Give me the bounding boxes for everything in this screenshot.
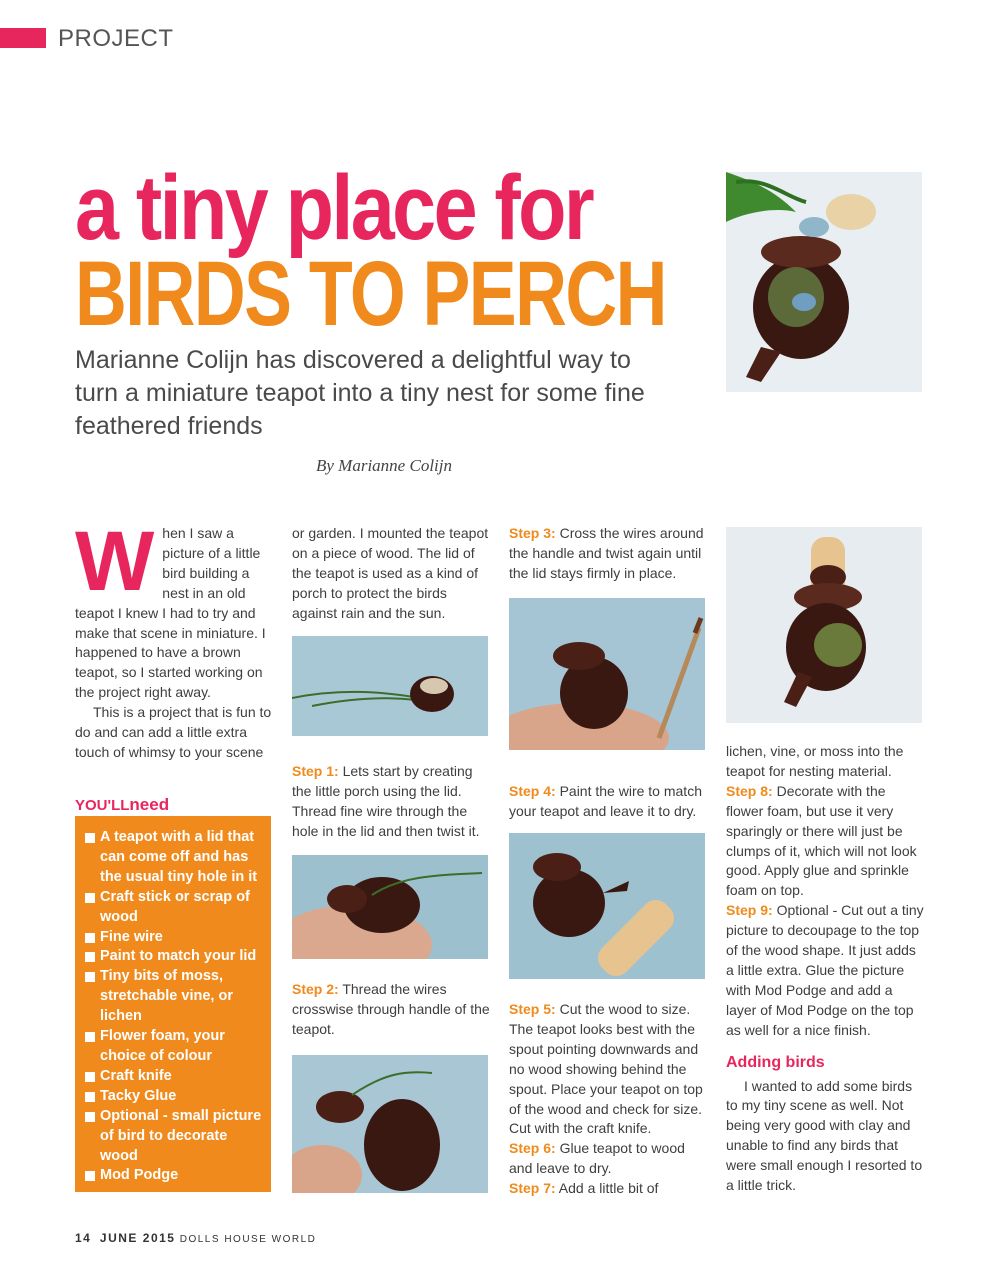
byline: By Marianne Colijn <box>316 456 452 475</box>
material-item: Craft stick or scrap of wood <box>85 888 263 928</box>
hero-photo-teapot-with-birds <box>726 172 922 392</box>
material-item: Tacky Glue <box>85 1087 263 1107</box>
step-8-label: Step 8: <box>726 782 773 799</box>
step-2-text: Step 2: Thread the wires crosswise through handle of the teapot. <box>292 981 490 1037</box>
step-4-photo <box>509 833 705 979</box>
step-4-text: Step 4: Paint the wire to match your teapot and leave it to dry. <box>509 783 702 819</box>
step-2-photo <box>292 855 488 959</box>
material-item: Craft knife <box>85 1067 263 1087</box>
adding-birds-paragraph: I wanted to add some birds to my tiny scene as well. Not being very good with clay and unable to find any birds that were small enough I resorted to a little trick. <box>726 1077 923 1194</box>
column-4-text: lichen, vine, or moss into the teapot for nesting material. Step 8: Decorate with the flower foam, but use it very sparingly or there will just be clumps of it, which will not look good. Apply glue and sprinkle foam on top. Step 9: Optional - Cut out a tiny picture to decoupage to the top of the wood shape. It just adds a little extra. Glue the picture with Mod Podge and add a layer of Mod Podge on the top as well for a nice finish. Adding birds I wanted to add some birds to my tiny scene as well. Not being very good with clay and unable to find any birds that were small enough I resorted to a little trick. <box>726 742 926 1196</box>
title-line-1: a tiny place for <box>75 157 593 259</box>
intro-column <box>75 514 273 763</box>
page-number: 14 <box>75 1231 92 1245</box>
materials-list <box>75 816 271 1186</box>
material-item: Paint to match your lid <box>85 947 263 967</box>
material-item: Optional - small picture of bird to decorate wood <box>85 1107 263 1167</box>
material-item: Flower foam, your choice of colour <box>85 1027 263 1067</box>
issue-date: JUNE 2015 <box>99 1231 176 1245</box>
step-3-detail-photo <box>292 1055 488 1193</box>
step-6-label: Step 6: <box>509 1140 556 1157</box>
column-3-text-bottom: Step 5: Cut the wood to size. The teapot looks best with the spout pointing downwards and no wood showing behind the spout. Place your teapot on top of the wood and check for size. Cut with the craft knife. Step 6: Glue teapot to wood and leave to dry. Step 7: Add a little bit of <box>509 1001 703 1197</box>
standfirst: Marianne Colijn has discovered a delightful way to turn a miniature teapot into a tiny nest for some fine feathered friends <box>75 346 645 440</box>
materials-box <box>75 816 271 1192</box>
intro-paragraph-2: This is a project that is fun to do and can add a little extra touch of whimsy to your scene <box>75 704 272 760</box>
step-1-text: Step 1: Lets start by creating the little porch using the lid. Thread fine wire through the hole in the lid and then twist it. <box>292 763 480 839</box>
step-1-photo <box>292 636 488 736</box>
intro-paragraph: When I saw a picture of a little bird building a nest in an old teapot I knew I had to try and make that scene in miniature. I happened to have a brown teapot, so I started working on the project right away. <box>75 514 266 701</box>
finished-teapot-photo <box>726 527 922 723</box>
material-item: Tiny bits of moss, stretchable vine, or lichen <box>85 967 263 1027</box>
step-5-label: Step 5: <box>509 1001 556 1017</box>
material-item: Mod Podge <box>85 1166 263 1186</box>
step-2-label: Step 2: <box>292 981 339 997</box>
magazine-name: DOLLS HOUSE WORLD <box>179 1234 317 1245</box>
title-line-2: BIRDS TO PERCH <box>75 243 666 345</box>
step-1-label: Step 1: <box>292 763 339 779</box>
section-label: PROJECT <box>58 25 174 52</box>
step-9-label: Step 9: <box>726 902 773 919</box>
section-color-bar <box>0 28 46 48</box>
step-7-label: Step 7: <box>509 1180 556 1197</box>
step-4-label: Step 4: <box>509 783 556 799</box>
you-will-need-heading: YOU'LLneed <box>75 795 170 814</box>
adding-birds-heading: Adding birds <box>726 1053 825 1071</box>
material-item: Fine wire <box>85 928 263 948</box>
step-3-label: Step 3: <box>509 525 556 541</box>
step-3-photo <box>509 598 705 750</box>
material-item: A teapot with a lid that can come off and has the usual tiny hole in it <box>85 828 263 888</box>
drop-cap: W <box>75 514 155 608</box>
page-footer <box>75 1231 316 1245</box>
column-2-text-top: or garden. I mounted the teapot on a piece of wood. The lid of the teapot is used as a kind of porch to protect the birds against rain and the sun. <box>292 525 489 621</box>
step-3-text: Step 3: Cross the wires around the handle and twist again until the lid stays firmly in place. <box>509 525 704 581</box>
